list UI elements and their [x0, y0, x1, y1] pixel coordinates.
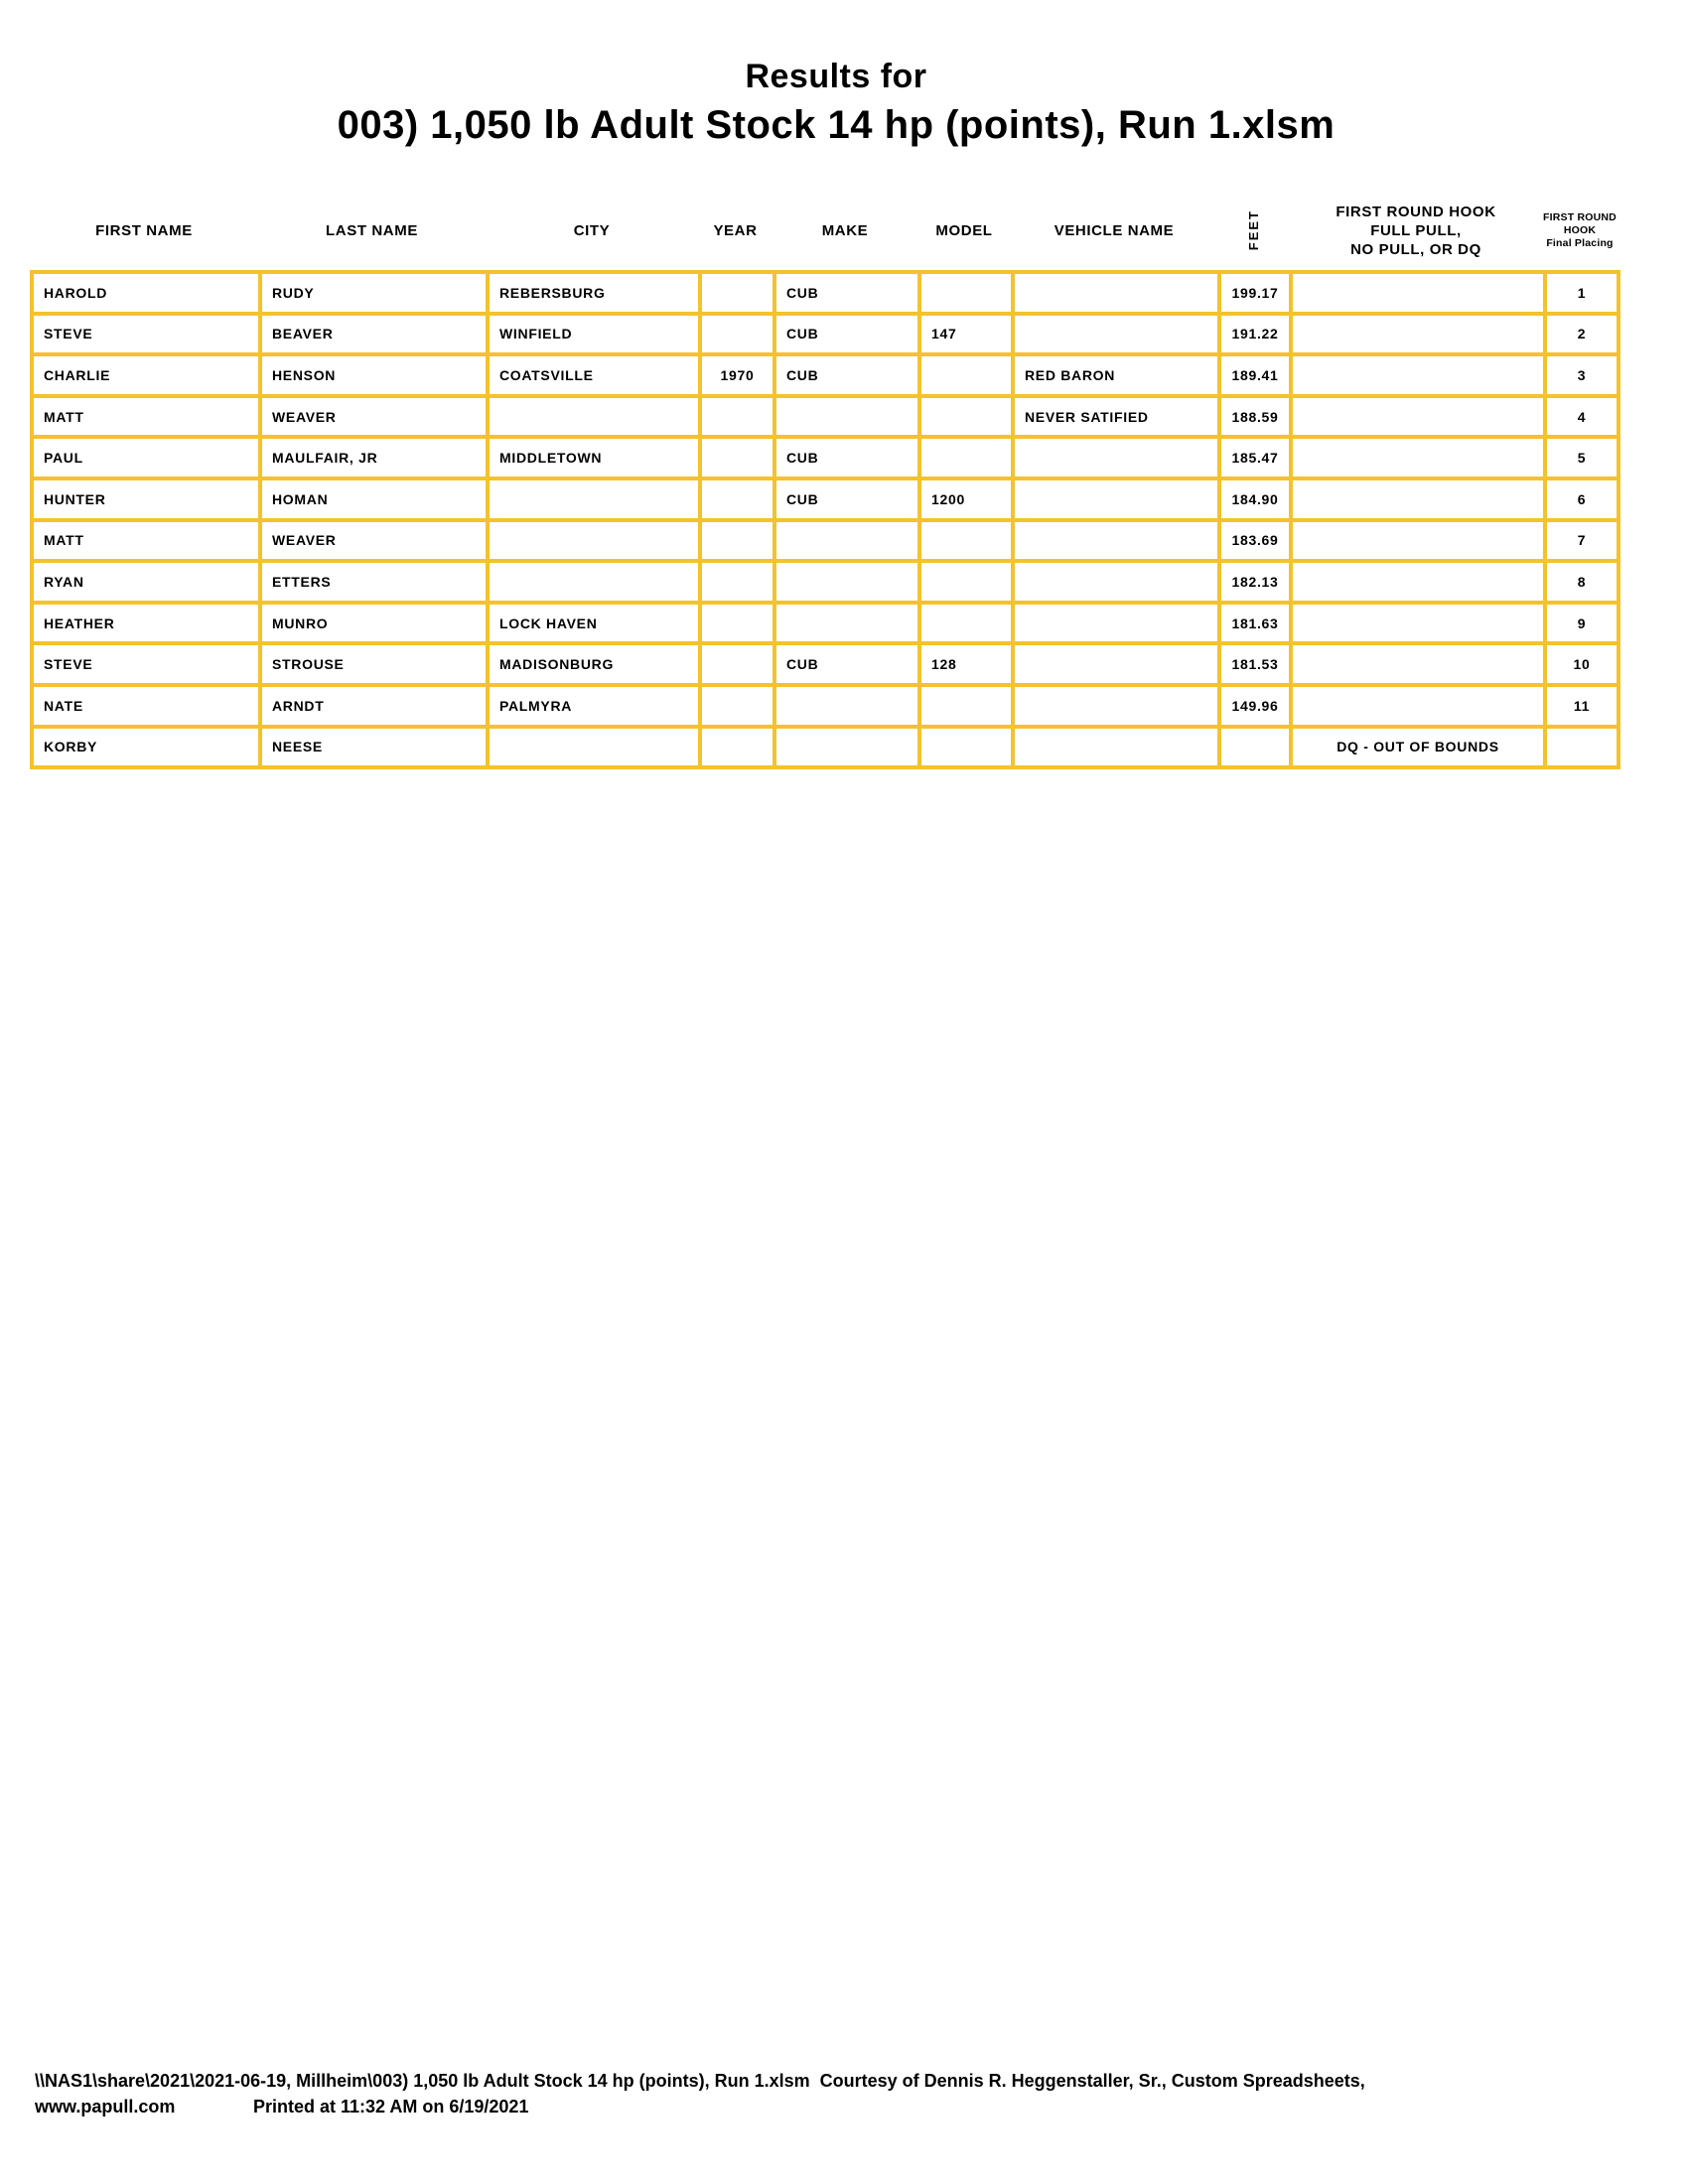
- table-cell: [776, 398, 921, 440]
- column-header-make: [773, 193, 917, 268]
- table-cell: [1221, 522, 1293, 564]
- column-header-model: [917, 193, 1011, 268]
- table-cell-value: 10: [1573, 656, 1591, 673]
- table-cell-value: CUB: [786, 450, 819, 467]
- table-cell-value: 147: [931, 326, 957, 342]
- table-cell: [1221, 729, 1293, 770]
- table-cell: [1293, 687, 1547, 729]
- table-cell: [1221, 398, 1293, 440]
- table-cell-value: ETTERS: [272, 573, 332, 590]
- table-cell: [490, 563, 702, 605]
- table-cell-value: MADISONBURG: [499, 656, 615, 673]
- table-cell: [776, 316, 921, 357]
- column-header-label: MAKE: [821, 221, 869, 239]
- table-cell: [776, 563, 921, 605]
- table-cell-value: 5: [1577, 450, 1587, 467]
- table-cell: [34, 316, 262, 357]
- table-cell: [702, 398, 776, 440]
- results-table-body: [30, 270, 1620, 769]
- table-cell-value: 9: [1577, 614, 1587, 631]
- table-cell: [262, 687, 490, 729]
- table-cell: [776, 439, 921, 480]
- table-cell: [490, 729, 702, 770]
- table-cell-value: HAROLD: [44, 284, 108, 301]
- table-cell: [921, 439, 1015, 480]
- table-cell: [34, 398, 262, 440]
- table-cell: [1547, 729, 1620, 770]
- table-cell-value: PALMYRA: [499, 697, 573, 714]
- table-row: [34, 729, 1620, 770]
- table-cell-value: 199.17: [1231, 284, 1279, 301]
- table-cell-value: CHARLIE: [44, 366, 111, 383]
- table-cell-value: 11: [1573, 697, 1591, 714]
- table-row: [34, 356, 1620, 398]
- column-header-vehicle-name: [1011, 193, 1217, 268]
- column-header-feet: [1217, 193, 1289, 268]
- table-cell-value: RED BARON: [1025, 366, 1116, 383]
- column-header-label: FULL PULL,: [1370, 221, 1462, 239]
- table-cell: [921, 563, 1015, 605]
- table-cell: [34, 605, 262, 646]
- table-cell: [34, 356, 262, 398]
- table-cell: [1293, 274, 1547, 316]
- table-cell: [921, 522, 1015, 564]
- table-cell: [262, 439, 490, 480]
- table-cell: [34, 687, 262, 729]
- column-header-label: CITY: [573, 221, 611, 239]
- table-cell-value: STEVE: [44, 326, 93, 342]
- table-cell: [1015, 356, 1221, 398]
- table-cell-value: 7: [1577, 532, 1587, 549]
- table-cell-value: 4: [1577, 408, 1587, 425]
- column-header-label: MODEL: [935, 221, 993, 239]
- table-cell: [776, 729, 921, 770]
- table-cell: [34, 563, 262, 605]
- table-cell: [921, 729, 1015, 770]
- table-cell: [1293, 645, 1547, 687]
- table-cell-value: NATE: [44, 697, 83, 714]
- table-cell: [490, 439, 702, 480]
- table-cell-value: HOMAN: [272, 490, 329, 507]
- table-cell: [262, 563, 490, 605]
- table-cell: [702, 729, 776, 770]
- table-cell: [490, 480, 702, 522]
- table-cell-value: RYAN: [44, 573, 84, 590]
- table-row: [34, 522, 1620, 564]
- table-cell: [1015, 480, 1221, 522]
- table-cell: [1015, 522, 1221, 564]
- table-cell: [702, 563, 776, 605]
- footer-file-path: \\NAS1\share\2021\2021-06-19, Millheim\003) 1,050 lb Adult Stock 14 hp (points), Run 1.xlsm Courtesy of Dennis R. Heggenstaller, Sr., Custom Spreadsheets,: [35, 2071, 1365, 2091]
- table-cell-value: 149.96: [1231, 697, 1279, 714]
- table-cell: [1015, 398, 1221, 440]
- table-cell-value: BEAVER: [272, 326, 334, 342]
- table-cell-value: NEVER SATIFIED: [1025, 408, 1149, 425]
- table-cell: [262, 645, 490, 687]
- table-cell: [921, 356, 1015, 398]
- table-cell: [34, 729, 262, 770]
- table-row: [34, 398, 1620, 440]
- column-header-year: [698, 193, 773, 268]
- table-cell: [1547, 563, 1620, 605]
- table-cell: [921, 398, 1015, 440]
- table-cell: [1221, 687, 1293, 729]
- table-cell: [1293, 398, 1547, 440]
- table-cell: [1221, 274, 1293, 316]
- table-cell: [702, 356, 776, 398]
- table-cell-value: 181.63: [1231, 614, 1279, 631]
- column-header-final-placing: [1543, 193, 1617, 268]
- table-cell-value: 1200: [931, 490, 965, 507]
- table-cell-value: RUDY: [272, 284, 315, 301]
- table-cell: [776, 480, 921, 522]
- table-cell: [921, 316, 1015, 357]
- table-cell: [1547, 522, 1620, 564]
- table-row: [34, 439, 1620, 480]
- page-subtitle: 003) 1,050 lb Adult Stock 14 hp (points), Run 1.xlsm: [337, 103, 1336, 147]
- table-cell-value: 1: [1577, 284, 1587, 301]
- table-row: [34, 274, 1620, 316]
- table-cell: [921, 274, 1015, 316]
- table-cell-value: 189.41: [1231, 366, 1279, 383]
- table-cell: [1547, 605, 1620, 646]
- table-cell-value: CUB: [786, 326, 819, 342]
- table-cell: [34, 645, 262, 687]
- table-cell: [1221, 356, 1293, 398]
- table-cell: [1293, 605, 1547, 646]
- table-cell-value: WEAVER: [272, 408, 337, 425]
- table-cell-value: 128: [931, 656, 957, 673]
- table-cell: [702, 645, 776, 687]
- table-cell-value: KORBY: [44, 739, 98, 755]
- table-cell-value: CUB: [786, 366, 819, 383]
- table-cell: [490, 356, 702, 398]
- table-cell-value: MATT: [44, 532, 84, 549]
- table-cell: [34, 480, 262, 522]
- column-header-city: [486, 193, 698, 268]
- column-header-label: VEHICLE NAME: [1054, 221, 1175, 239]
- table-cell: [1015, 274, 1221, 316]
- table-cell-value: 184.90: [1231, 490, 1279, 507]
- table-cell-value: CUB: [786, 490, 819, 507]
- table-cell-value: HUNTER: [44, 490, 106, 507]
- table-cell: [776, 687, 921, 729]
- table-cell-value: 185.47: [1231, 450, 1279, 467]
- table-cell-value: HEATHER: [44, 614, 115, 631]
- footer-line-2: [35, 2097, 528, 2117]
- footer-printed-timestamp: Printed at 11:32 AM on 6/19/2021: [253, 2097, 529, 2116]
- table-cell: [1015, 687, 1221, 729]
- column-header-first-name: [30, 193, 258, 268]
- table-cell-value: 3: [1577, 366, 1587, 383]
- table-cell: [702, 274, 776, 316]
- table-cell-value: DQ - OUT OF BOUNDS: [1336, 739, 1499, 755]
- table-cell-value: HENSON: [272, 366, 337, 383]
- table-cell: [262, 274, 490, 316]
- footer-website: www.papull.com: [35, 2097, 176, 2116]
- table-cell: [1293, 522, 1547, 564]
- column-header-label-rotated: FEET: [1245, 209, 1261, 251]
- table-cell: [1293, 356, 1547, 398]
- table-cell-value: 191.22: [1231, 326, 1279, 342]
- table-cell-value: 182.13: [1231, 573, 1279, 590]
- table-cell-value: 2: [1577, 326, 1587, 342]
- table-cell: [1293, 439, 1547, 480]
- table-cell: [776, 356, 921, 398]
- table-cell: [921, 605, 1015, 646]
- page-title: Results for: [745, 58, 927, 95]
- table-cell: [262, 480, 490, 522]
- table-cell: [1547, 398, 1620, 440]
- table-cell: [490, 605, 702, 646]
- table-row: [34, 645, 1620, 687]
- table-cell: [921, 645, 1015, 687]
- table-cell: [490, 274, 702, 316]
- table-cell: [1547, 274, 1620, 316]
- table-cell: [490, 687, 702, 729]
- table-cell: [776, 645, 921, 687]
- table-cell: [490, 398, 702, 440]
- table-cell-value: REBERSBURG: [499, 284, 606, 301]
- table-cell: [262, 522, 490, 564]
- table-cell: [34, 274, 262, 316]
- table-cell-value: MAULFAIR, JR: [272, 450, 378, 467]
- table-cell-value: 183.69: [1231, 532, 1279, 549]
- table-cell-value: LOCK HAVEN: [499, 614, 598, 631]
- table-cell: [262, 398, 490, 440]
- column-header-first-round-hook: [1289, 193, 1543, 268]
- table-cell: [1547, 439, 1620, 480]
- table-cell: [1015, 563, 1221, 605]
- table-row: [34, 687, 1620, 729]
- table-cell: [921, 480, 1015, 522]
- table-cell: [776, 605, 921, 646]
- table-cell: [1547, 687, 1620, 729]
- column-header-last-name: [258, 193, 486, 268]
- table-cell: [262, 356, 490, 398]
- table-cell-value: 188.59: [1231, 408, 1279, 425]
- table-cell: [1221, 563, 1293, 605]
- table-cell: [1015, 645, 1221, 687]
- table-cell: [702, 316, 776, 357]
- table-cell-value: STEVE: [44, 656, 93, 673]
- table-cell: [34, 522, 262, 564]
- table-cell-value: STROUSE: [272, 656, 345, 673]
- table-cell: [1015, 729, 1221, 770]
- table-cell: [262, 605, 490, 646]
- table-cell: [490, 316, 702, 357]
- table-cell-value: MUNRO: [272, 614, 329, 631]
- column-header-label: FIRST NAME: [95, 221, 193, 239]
- table-cell: [262, 316, 490, 357]
- column-header-label: NO PULL, OR DQ: [1350, 240, 1481, 258]
- table-row: [34, 480, 1620, 522]
- table-cell: [490, 645, 702, 687]
- table-cell: [1293, 480, 1547, 522]
- table-cell-value: ARNDT: [272, 697, 325, 714]
- column-header-label: FIRST ROUND: [1543, 210, 1617, 223]
- column-header-label: YEAR: [713, 221, 758, 239]
- table-cell: [1015, 316, 1221, 357]
- table-cell-value: NEESE: [272, 739, 323, 755]
- table-row: [34, 316, 1620, 357]
- table-cell-value: PAUL: [44, 450, 83, 467]
- table-cell-value: WEAVER: [272, 532, 337, 549]
- table-cell: [1221, 316, 1293, 357]
- column-header-label: LAST NAME: [326, 221, 418, 239]
- column-header-label: HOOK: [1563, 223, 1597, 236]
- table-cell: [490, 522, 702, 564]
- table-cell: [1293, 316, 1547, 357]
- column-header-label: Final Placing: [1546, 236, 1614, 249]
- table-cell: [1221, 480, 1293, 522]
- table-cell: [921, 687, 1015, 729]
- table-cell: [1221, 605, 1293, 646]
- table-cell-value: MIDDLETOWN: [499, 450, 603, 467]
- table-row: [34, 563, 1620, 605]
- table-cell-value: 6: [1577, 490, 1587, 507]
- table-cell: [1547, 480, 1620, 522]
- table-cell: [1547, 645, 1620, 687]
- table-cell: [34, 439, 262, 480]
- table-cell-value: WINFIELD: [499, 326, 573, 342]
- table-cell: [702, 522, 776, 564]
- column-header-label: FIRST ROUND HOOK: [1336, 203, 1496, 220]
- table-cell: [262, 729, 490, 770]
- table-row: [34, 605, 1620, 646]
- table-cell: [702, 687, 776, 729]
- table-cell: [776, 522, 921, 564]
- table-cell: [702, 439, 776, 480]
- table-cell: [1547, 316, 1620, 357]
- table-cell-value: COATSVILLE: [499, 366, 594, 383]
- table-cell: [1547, 356, 1620, 398]
- table-cell-value: MATT: [44, 408, 84, 425]
- table-cell-value: 181.53: [1231, 656, 1279, 673]
- table-cell-value: CUB: [786, 656, 819, 673]
- table-cell: [1015, 439, 1221, 480]
- table-cell: [1293, 729, 1547, 770]
- table-cell: [1293, 563, 1547, 605]
- table-cell: [702, 480, 776, 522]
- table-cell-value: 8: [1577, 573, 1587, 590]
- table-cell-value: 1970: [720, 366, 755, 383]
- table-cell: [1221, 439, 1293, 480]
- table-cell: [1015, 605, 1221, 646]
- table-cell-value: CUB: [786, 284, 819, 301]
- table-cell: [1221, 645, 1293, 687]
- table-header-row: [30, 193, 1617, 268]
- table-cell: [702, 605, 776, 646]
- table-cell: [776, 274, 921, 316]
